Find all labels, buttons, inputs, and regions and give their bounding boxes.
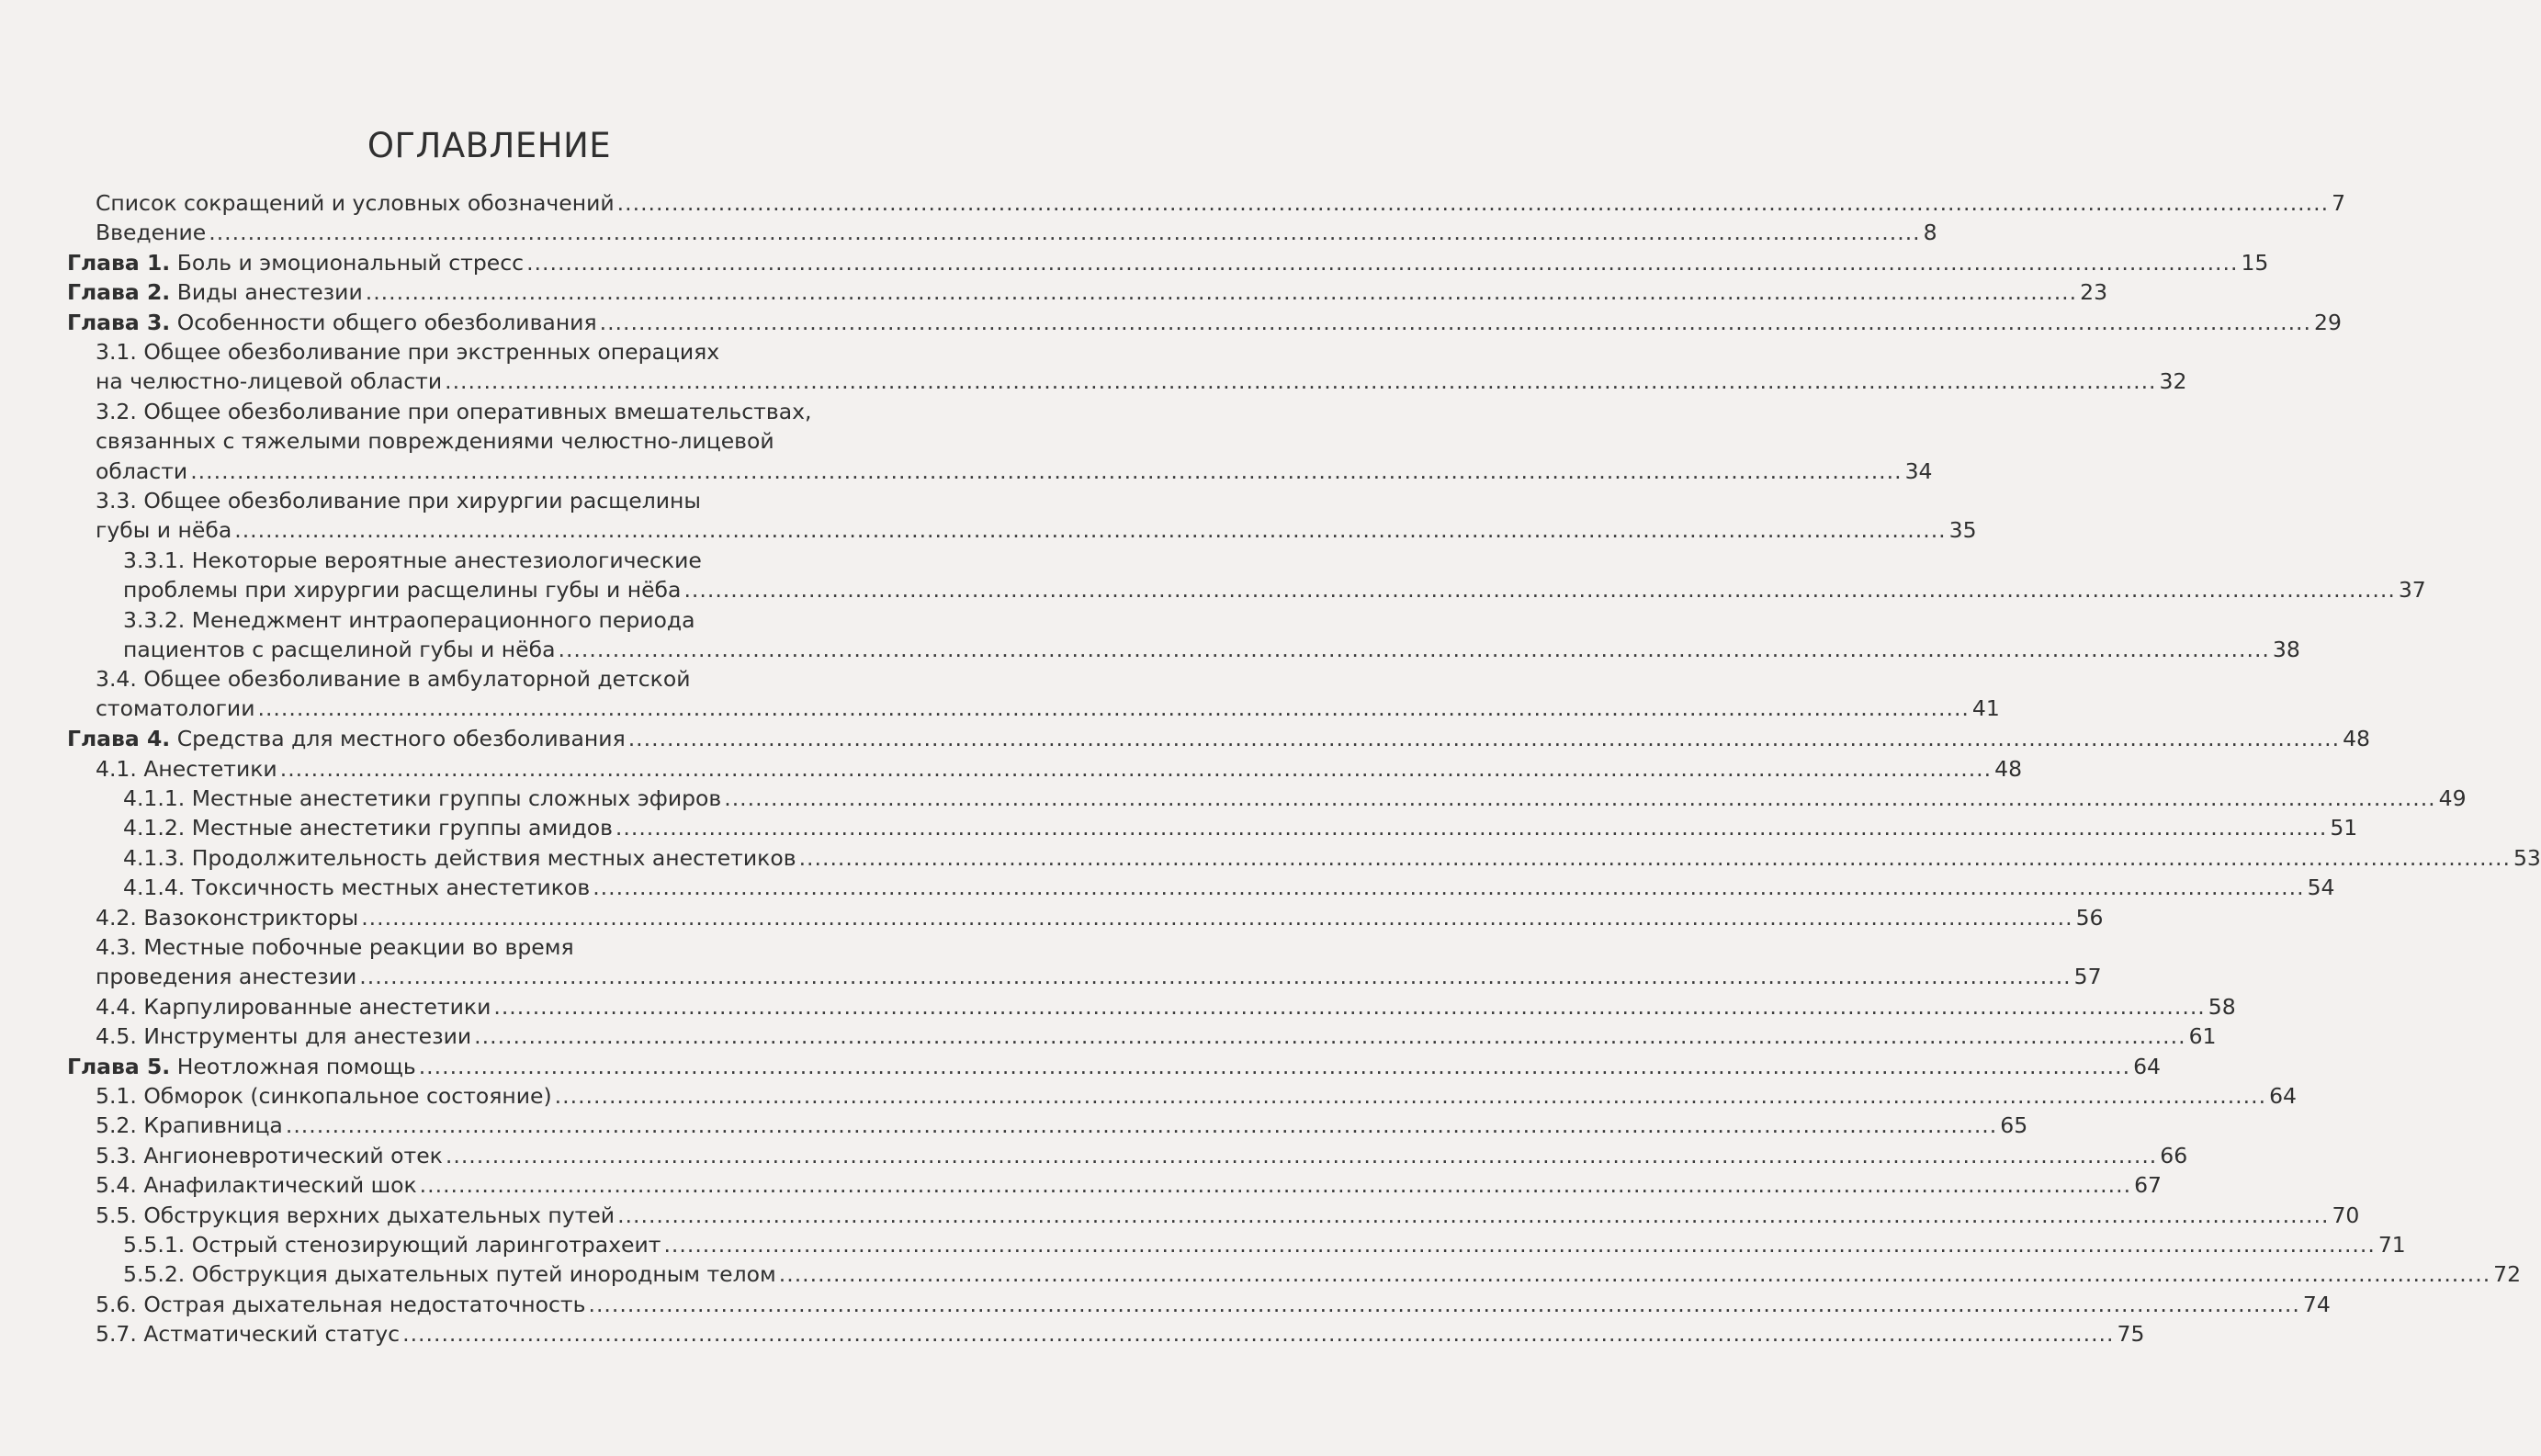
page-number: 41 (1971, 695, 2000, 721)
leader-dots: ............................................................................................................................................................................................................................ (615, 815, 2328, 841)
toc-entry (0, 1170, 2162, 1200)
toc-title-text: 3.3.2. Менеджмент интраоперационного периода (123, 607, 695, 633)
toc-line (96, 694, 2000, 723)
toc-entry (0, 932, 2102, 992)
toc-title-text: Виды анестезии (176, 279, 363, 305)
toc-title-text: Боль и эмоциональный стресс (176, 250, 525, 276)
page-number: 53 (2513, 845, 2541, 871)
chapter-label: Глава 1. (67, 250, 171, 276)
leader-dots: ............................................................................................................................................................................................................................ (526, 250, 2239, 276)
page-number: 64 (2133, 1054, 2161, 1079)
toc-title-text: проблемы при хирургии расщелины губы и нёба (123, 577, 682, 603)
toc-title-text: 5.7. Астматический статус (96, 1321, 401, 1347)
page-number: 48 (2343, 726, 2371, 751)
page-number: 38 (2272, 637, 2300, 662)
toc-entry (0, 1319, 2145, 1349)
toc-entry (0, 903, 2104, 932)
leader-dots: ............................................................................................................................................................................................................................ (190, 458, 1903, 484)
toc-line (96, 218, 1937, 247)
toc-title-text: 4.1.1. Местные анестетики группы сложных эфиров (123, 785, 722, 811)
page-number: 48 (1994, 756, 2023, 782)
toc-title-text: стоматологии (96, 695, 255, 721)
toc-line (123, 1230, 2406, 1259)
toc-line (123, 843, 2541, 873)
toc-title-text: 4.4. Карпулированные анестетики (96, 994, 491, 1020)
toc-entry (0, 188, 2346, 218)
toc-line (96, 754, 2023, 784)
leader-dots: ............................................................................................................................................................................................................................ (588, 1292, 2300, 1317)
leader-dots: ............................................................................................................................................................................................................................ (558, 637, 2270, 662)
leader-dots: ............................................................................................................................................................................................................................ (365, 279, 2078, 305)
toc-line (96, 486, 875, 515)
page-number: 35 (1948, 517, 1977, 543)
toc-title-text: пациентов с расщелиной губы и нёба (123, 637, 556, 662)
leader-dots: ............................................................................................................................................................................................................................ (798, 845, 2511, 871)
toc-title-text: 5.2. Крапивница (96, 1112, 283, 1138)
toc-title-text: 4.5. Инструменты для анестезии (96, 1023, 472, 1049)
toc-line (96, 903, 2104, 932)
leader-dots: ............................................................................................................................................................................................................................ (419, 1172, 2132, 1198)
toc-title-text: на челюстно-лицевой области (96, 368, 443, 394)
toc-title-text: 5.5.2. Обструкция дыхательных путей инородным телом (123, 1261, 776, 1287)
chapter-label: Глава 4. (67, 726, 171, 751)
page-number: 56 (2075, 905, 2104, 931)
toc-entry (0, 1290, 2331, 1319)
page-number: 64 (2269, 1083, 2297, 1109)
toc-title-text: Средства для местного обезболивания (176, 726, 626, 751)
toc-line (123, 1259, 2522, 1289)
leader-dots: ............................................................................................................................................................................................................................ (359, 964, 2072, 989)
leader-dots: ............................................................................................................................................................................................................................ (493, 994, 2206, 1020)
page-number: 58 (2208, 994, 2236, 1020)
toc-title-text: 5.5.1. Острый стенозирующий ларинготрахеит (123, 1232, 661, 1258)
page-number: 54 (2307, 875, 2335, 900)
toc-entry (0, 605, 2300, 665)
toc-line (123, 605, 875, 635)
leader-dots: ............................................................................................................................................................................................................................ (683, 577, 2396, 603)
toc-entry (0, 1201, 2360, 1230)
toc-line (123, 784, 2467, 813)
toc-title-text: 4.1. Анестетики (96, 756, 277, 782)
page-number: 29 (2314, 310, 2342, 335)
toc-line (123, 546, 875, 575)
leader-dots: ............................................................................................................................................................................................................................ (778, 1261, 2491, 1287)
toc-title-text: 3.2. Общее обезболивание при оперативных вмешательствах, (96, 399, 812, 424)
toc-line (67, 248, 2269, 277)
toc-line (67, 1052, 2161, 1081)
leader-dots: ............................................................................................................................................................................................................................ (279, 756, 1993, 782)
toc-title-text: 3.3. Общее обезболивание при хирургии расщелины (96, 488, 701, 514)
toc-line (96, 1319, 2145, 1349)
toc-title-text: Особенности общего обезболивания (176, 310, 597, 335)
toc-entry (0, 1052, 2161, 1081)
toc-entry (0, 1021, 2217, 1051)
leader-dots: ............................................................................................................................................................................................................................ (402, 1321, 2115, 1347)
page-number: 8 (1923, 220, 1937, 245)
page-number: 51 (2330, 815, 2358, 841)
page-number: 37 (2398, 577, 2426, 603)
leader-dots: ............................................................................................................................................................................................................................ (234, 517, 1947, 543)
leader-dots: ............................................................................................................................................................................................................................ (209, 220, 1921, 245)
leader-dots: ............................................................................................................................................................................................................................ (599, 310, 2311, 335)
toc-entry (0, 337, 2187, 397)
toc-entry (0, 218, 1937, 247)
leader-dots: ............................................................................................................................................................................................................................ (361, 905, 2073, 931)
leader-dots: ............................................................................................................................................................................................................................ (554, 1083, 2267, 1109)
toc-line (96, 962, 2102, 991)
toc-title-text: 4.2. Вазоконстрикторы (96, 905, 359, 931)
toc-entry (0, 1081, 2297, 1111)
toc-line (96, 188, 2346, 218)
toc-title-text: 5.6. Острая дыхательная недостаточность (96, 1292, 586, 1317)
toc-entry (0, 843, 2541, 873)
toc-entry (0, 1230, 2406, 1259)
toc-line (96, 1111, 2028, 1140)
toc-line (96, 367, 2187, 396)
toc-entry (0, 546, 2426, 605)
leader-dots: ............................................................................................................................................................................................................................ (627, 726, 2341, 751)
toc-entry (0, 1141, 2188, 1170)
page-number: 34 (1904, 458, 1933, 484)
toc-title-text: Введение (96, 220, 207, 245)
toc-line (123, 873, 2335, 902)
toc-title-text: 5.1. Обморок (синкопальное состояние) (96, 1083, 552, 1109)
toc-entry (0, 248, 2269, 277)
page-number: 66 (2160, 1143, 2188, 1168)
leader-dots: ............................................................................................................................................................................................................................ (593, 875, 2305, 900)
toc-entry (0, 664, 2000, 724)
toc-title-text: 5.4. Анафилактический шок (96, 1172, 417, 1198)
page-number: 70 (2332, 1202, 2360, 1228)
toc-line (67, 308, 2342, 337)
toc-title-text: связанных с тяжелыми повреждениями челюстно-лицевой (96, 428, 774, 454)
toc-title-text: 4.1.2. Местные анестетики группы амидов (123, 815, 613, 841)
chapter-label: Глава 2. (67, 279, 171, 305)
page-number: 61 (2188, 1023, 2217, 1049)
toc-line (96, 1290, 2331, 1319)
toc-line (123, 575, 2426, 604)
toc-entry (0, 277, 2108, 307)
toc-title-text: 4.1.3. Продолжительность действия местных анестетиков (123, 845, 796, 871)
toc-entry (0, 308, 2342, 337)
toc-title-text: 4.1.4. Токсичность местных анестетиков (123, 875, 591, 900)
toc-line (96, 1141, 2188, 1170)
toc-line (96, 457, 1933, 486)
chapter-label: Глава 5. (67, 1054, 171, 1079)
toc-entry (0, 1111, 2028, 1140)
chapter-label: Глава 3. (67, 310, 171, 335)
toc-title-text: губы и нёба (96, 517, 232, 543)
leader-dots: ............................................................................................................................................................................................................................ (663, 1232, 2376, 1258)
page-number: 49 (2438, 785, 2467, 811)
toc-entry (0, 724, 2371, 753)
toc-title-text: 5.3. Ангионевротический отек (96, 1143, 443, 1168)
toc-line (96, 1081, 2297, 1111)
toc-title-text: 3.4. Общее обезболивание в амбулаторной детской (96, 666, 691, 692)
toc-title-text: Неотложная помощь (176, 1054, 416, 1079)
leader-dots: ............................................................................................................................................................................................................................ (257, 695, 1970, 721)
page-number: 67 (2134, 1172, 2162, 1198)
leader-dots: ............................................................................................................................................................................................................................ (445, 368, 2157, 394)
toc-line (123, 813, 2358, 842)
toc-entry (0, 397, 1933, 486)
toc-line (96, 664, 875, 694)
toc-line (96, 932, 875, 962)
toc-title-text: 4.3. Местные побочные реакции во время (96, 934, 574, 960)
leader-dots: ............................................................................................................................................................................................................................ (418, 1054, 2131, 1079)
toc-line (96, 992, 2236, 1021)
toc-entry (0, 486, 1977, 546)
toc-line (96, 1170, 2162, 1200)
leader-dots: ............................................................................................................................................................................................................................ (724, 785, 2436, 811)
leader-dots: ............................................................................................................................................................................................................................ (474, 1023, 2186, 1049)
page-number: 65 (2000, 1112, 2028, 1138)
toc-title-text: 3.3.1. Некоторые вероятные анестезиологические (123, 547, 702, 573)
toc-entry (0, 992, 2236, 1021)
leader-dots: ............................................................................................................................................................................................................................ (445, 1143, 2158, 1168)
toc-line (96, 426, 875, 456)
toc-line (67, 277, 2108, 307)
page-number: 32 (2159, 368, 2187, 394)
toc-entry (0, 873, 2335, 902)
toc-line (67, 724, 2371, 753)
leader-dots: ............................................................................................................................................................................................................................ (617, 1202, 2330, 1228)
page-number: 75 (2117, 1321, 2145, 1347)
toc-title-text: Список сокращений и условных обозначений (96, 190, 615, 216)
leader-dots: ............................................................................................................................................................................................................................ (616, 190, 2330, 216)
toc-line (123, 635, 2300, 664)
toc-line (96, 337, 875, 367)
leader-dots: ............................................................................................................................................................................................................................ (285, 1112, 1998, 1138)
page-number: 7 (2332, 190, 2346, 216)
toc-line (96, 397, 875, 426)
page-number: 71 (2377, 1232, 2406, 1258)
toc-entry (0, 813, 2358, 842)
toc-line (96, 1201, 2360, 1230)
page-number: 15 (2241, 250, 2269, 276)
page-number: 74 (2302, 1292, 2331, 1317)
toc-title-text: проведения анестезии (96, 964, 357, 989)
toc-entry (0, 784, 2467, 813)
toc-title-text: 5.5. Обструкция верхних дыхательных путей (96, 1202, 615, 1228)
page-number: 23 (2080, 279, 2108, 305)
toc-entry (0, 1259, 2522, 1289)
page-number: 72 (2493, 1261, 2522, 1287)
toc-entry (0, 754, 2023, 784)
page-title: ОГЛАВЛЕНИЕ (367, 126, 612, 165)
toc-title-text: 3.1. Общее обезболивание при экстренных операциях (96, 339, 720, 365)
toc-line (96, 515, 1977, 545)
toc-title-text: области (96, 458, 188, 484)
page-number: 57 (2073, 964, 2102, 989)
toc-line (96, 1021, 2217, 1051)
